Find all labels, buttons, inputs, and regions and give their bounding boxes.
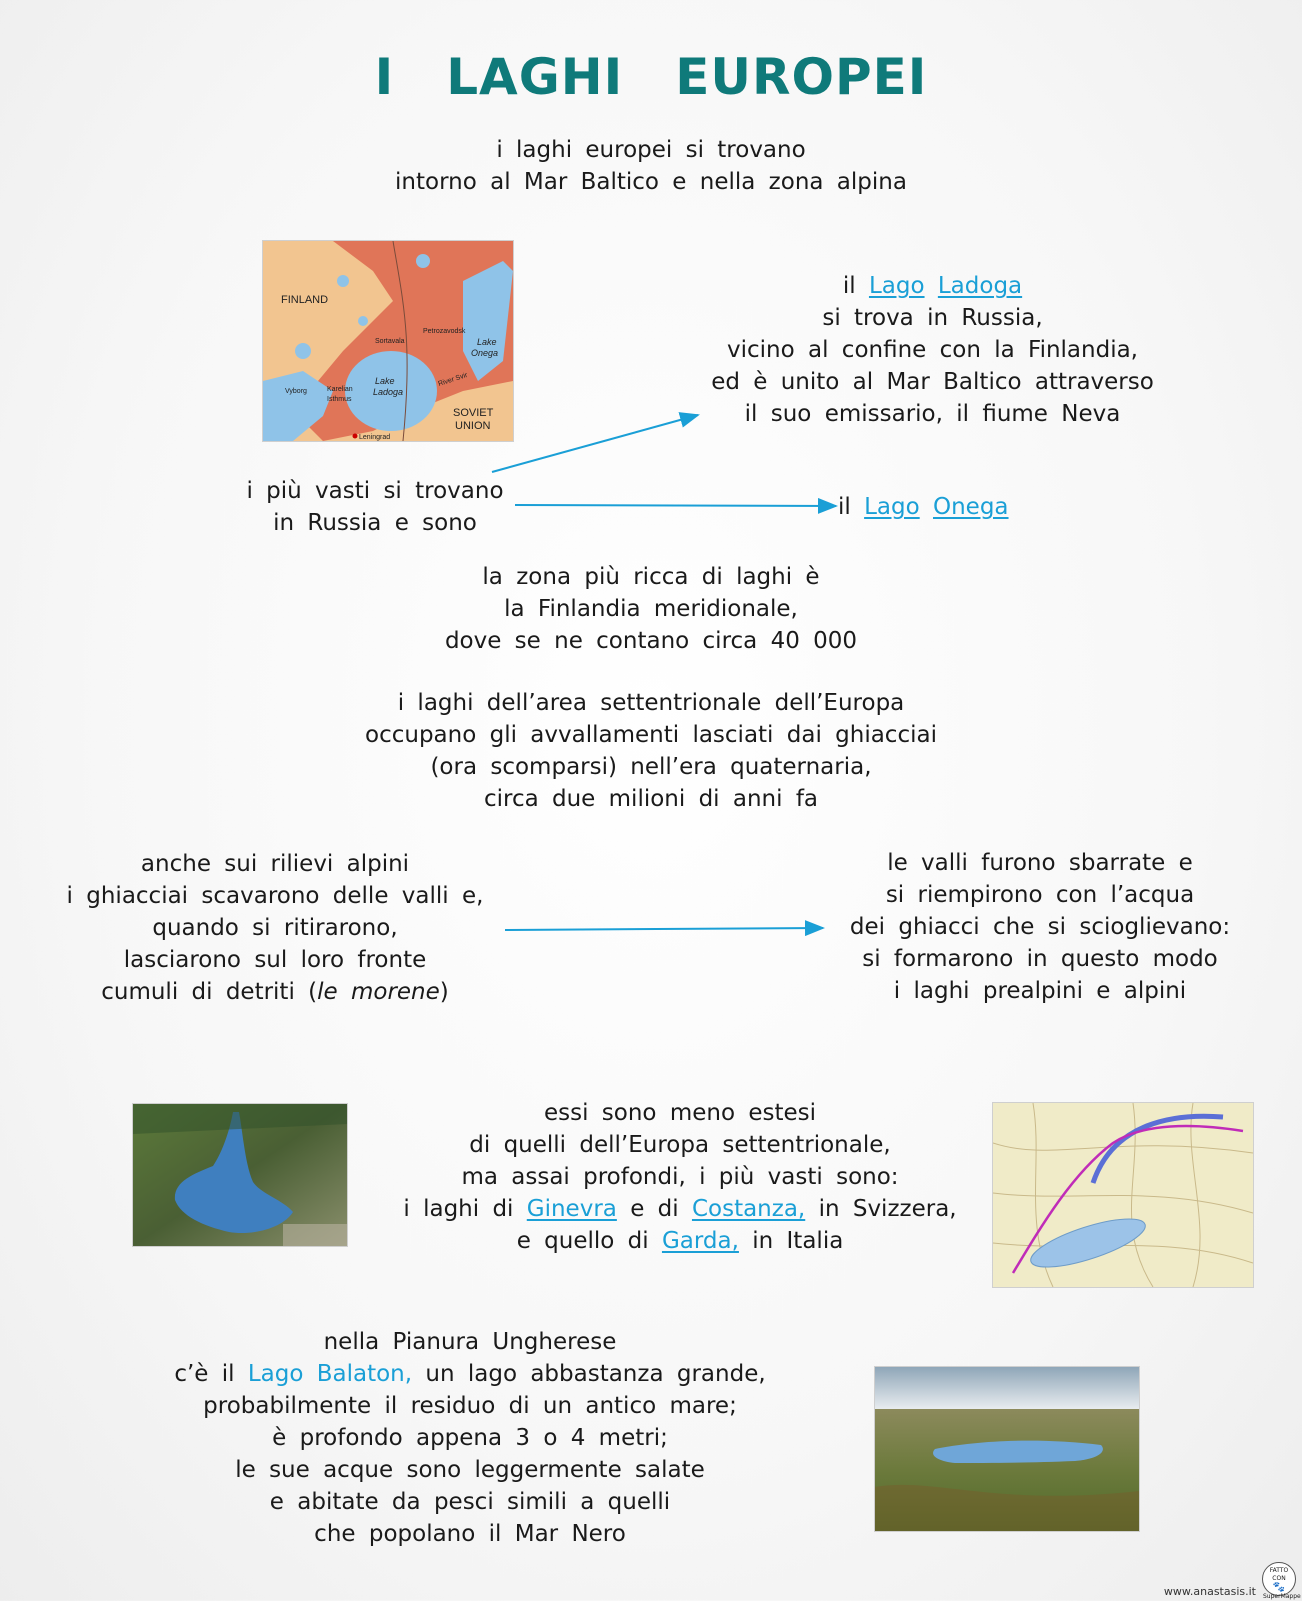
arrow-to-ladoga — [492, 415, 698, 472]
map-label-isthmus: Isthmus — [327, 396, 352, 403]
arrow-to-onega — [515, 505, 836, 506]
garda-link[interactable]: Garda, — [661, 1228, 739, 1254]
alpini-left-line-5-post: ) — [439, 979, 449, 1005]
alpini-left-text — [40, 848, 510, 1008]
map-label-soviet: SOVIET — [453, 407, 494, 419]
title-word-3: EUROPEI — [675, 48, 928, 106]
balaton-line-3: probabilmente il residuo di un antico mare; — [203, 1393, 737, 1419]
ladoga-line-5: il suo emissario, il fiume Neva — [744, 401, 1121, 427]
settentrionale-line-2: occupano gli avvallamenti lasciati dai ghiacciai — [365, 722, 937, 748]
map-label-sortavala: Sortavala — [375, 338, 405, 345]
ladoga-link-lago[interactable]: Lago — [868, 273, 925, 299]
finlandia-line-1: la zona più ricca di laghi è — [482, 564, 820, 590]
map-label-karelian: Karelian — [327, 386, 353, 393]
onega-pre: il — [838, 494, 851, 520]
alpini-right-line-4: si formarono in questo modo — [862, 946, 1218, 972]
intro-line-1: i laghi europei si trovano — [496, 137, 806, 163]
morene-term: le morene — [317, 979, 440, 1005]
prealpini-line-5 — [375, 1225, 985, 1257]
ginevra-link[interactable]: Ginevra — [526, 1196, 617, 1222]
prealpini-line-4-mid: e di — [630, 1196, 679, 1222]
balaton-aerial-image — [874, 1366, 1140, 1532]
onega-link-lago[interactable]: Lago — [864, 494, 920, 520]
title-word-1: I — [374, 48, 395, 106]
prealpini-line-4-pre: i laghi di — [403, 1196, 514, 1222]
balaton-aerial-graphic — [875, 1367, 1139, 1531]
paw-icon: 🐾 — [1272, 1582, 1286, 1593]
prealpini-text — [375, 1097, 985, 1257]
balaton-line-7: che popolano il Mar Nero — [314, 1521, 626, 1547]
balaton-line-1: nella Pianura Ungherese — [323, 1329, 617, 1355]
map-label-finland: FINLAND — [281, 294, 329, 306]
settentrionale-line-4: circa due milioni di anni fa — [483, 786, 819, 812]
map-label-lake-onega-2: Onega — [471, 348, 499, 358]
map-label-union: UNION — [455, 420, 491, 432]
alpini-left-line-5 — [40, 976, 510, 1008]
prealpini-line-5-pre: e quello di — [516, 1228, 649, 1254]
garda-satellite-image — [132, 1103, 348, 1247]
alpini-right-text — [820, 847, 1260, 1007]
prealpini-line-4 — [375, 1193, 985, 1225]
ladoga-link-name[interactable]: Ladoga — [937, 273, 1023, 299]
supermappe-logo — [1262, 1562, 1301, 1600]
vasti-line-1: i più vasti si trovano — [246, 478, 504, 504]
ladoga-line-3: vicino al confine con la Finlandia, — [727, 337, 1138, 363]
settentrionale-text — [0, 687, 1302, 815]
map-label-lake-ladoga-1: Lake — [375, 376, 395, 386]
alpini-left-line-1: anche sui rilievi alpini — [140, 851, 410, 877]
map-label-leningrad: Leningrad — [359, 434, 391, 441]
alpini-left-line-5-pre: cumuli di detriti ( — [101, 979, 318, 1005]
ladoga-pre: il — [842, 273, 856, 299]
balaton-line-2 — [140, 1358, 800, 1390]
map-label-lake-onega-1: Lake — [477, 337, 497, 347]
vasti-line-2: in Russia e sono — [273, 510, 477, 536]
alpini-right-line-1: le valli furono sbarrate e — [887, 850, 1193, 876]
balaton-line-2-post: un lago abbastanza grande, — [425, 1361, 766, 1387]
settentrionale-line-1: i laghi dell’area settentrionale dell’Europa — [397, 690, 905, 716]
onega-link-name[interactable]: Onega — [933, 494, 1009, 520]
prealpini-line-4-post: in Svizzera, — [818, 1196, 957, 1222]
badge-bottom-text: SuperMappe — [1263, 1593, 1301, 1600]
balaton-line-5: le sue acque sono leggermente salate — [235, 1457, 705, 1483]
badge-top-text: FATTO CON — [1269, 1567, 1289, 1582]
map-label-vyborg: Vyborg — [285, 388, 307, 395]
prealpini-line-3: ma assai profondi, i più vasti sono: — [461, 1164, 899, 1190]
geneva-map-graphic — [993, 1103, 1253, 1287]
footer-website: www.anastasis.it — [1163, 1585, 1256, 1598]
garda-satellite-graphic — [133, 1104, 347, 1246]
balaton-text — [140, 1326, 800, 1550]
prealpini-line-1: essi sono meno estesi — [543, 1100, 817, 1126]
finlandia-text — [0, 561, 1302, 657]
alpini-right-line-3: dei ghiacci che si scioglievano: — [849, 914, 1231, 940]
title-word-2: LAGHI — [446, 48, 624, 106]
map-label-petrozavodsk: Petrozavodsk — [423, 328, 466, 335]
finlandia-line-2: la Finlandia meridionale, — [504, 596, 798, 622]
alpini-right-line-2: si riempirono con l’acqua — [885, 882, 1195, 908]
map-label-lake-ladoga-2: Ladoga — [373, 387, 404, 397]
prealpini-line-5-post: in Italia — [752, 1228, 844, 1254]
intro-line-2: intorno al Mar Baltico e nella zona alpina — [395, 169, 907, 195]
balaton-line-4: è profondo appena 3 o 4 metri; — [272, 1425, 668, 1451]
map-label-river-svir: River Svir — [437, 371, 469, 388]
ladoga-line-4: ed è unito al Mar Baltico attraverso — [711, 369, 1154, 395]
alpini-right-line-5: i laghi prealpini e alpini — [893, 978, 1187, 1004]
balaton-lake-name: Lago Balaton, — [247, 1361, 413, 1387]
alpini-left-line-3: quando si ritirarono, — [152, 915, 398, 941]
alpini-left-line-4: lasciarono sul loro fronte — [123, 947, 427, 973]
finlandia-line-3: dove se ne contano circa 40 000 — [444, 628, 858, 654]
prealpini-line-2: di quelli dell’Europa settentrionale, — [469, 1132, 891, 1158]
alpini-left-line-2: i ghiacciai scavarono delle valli e, — [66, 883, 484, 909]
geneva-map-image — [992, 1102, 1254, 1288]
ladoga-line-2: si trova in Russia, — [822, 305, 1043, 331]
costanza-link[interactable]: Costanza, — [691, 1196, 806, 1222]
arrow-to-alpini — [505, 928, 823, 930]
balaton-line-6: e abitate da pesci simili a quelli — [269, 1489, 671, 1515]
settentrionale-line-3: (ora scomparsi) nell’era quaternaria, — [430, 754, 872, 780]
balaton-line-2-pre: c’è il — [174, 1361, 235, 1387]
